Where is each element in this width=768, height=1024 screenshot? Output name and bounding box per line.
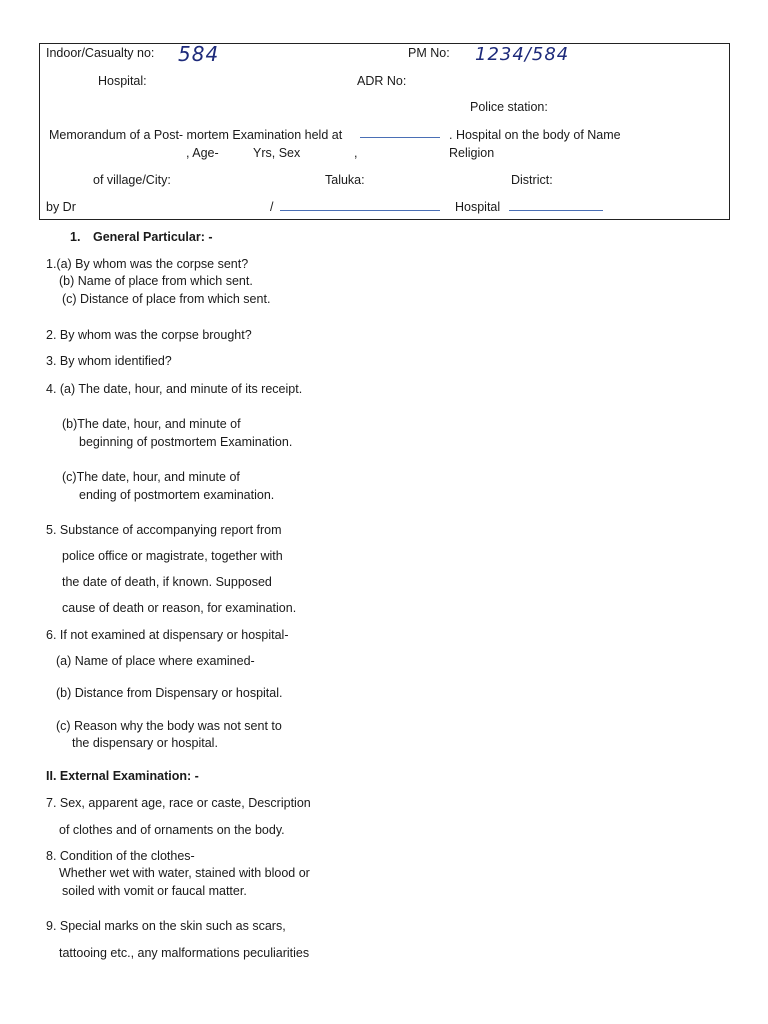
religion-label: Religion: [449, 146, 495, 160]
indoor-casualty-value[interactable]: 584: [178, 42, 220, 66]
held-at-blank[interactable]: [360, 137, 440, 138]
age-label: , Age-: [186, 146, 219, 160]
q3-text: 3. By whom identified?: [46, 354, 172, 368]
taluka-label: Taluka:: [325, 173, 365, 187]
q6a-text: (a) Name of place where examined-: [56, 654, 255, 668]
q9-line-1: 9. Special marks on the skin such as scars,: [46, 919, 286, 933]
adr-no-label: ADR No:: [357, 74, 407, 88]
q8-line-3: soiled with vomit or faucal matter.: [62, 884, 247, 898]
pm-no-label: PM No:: [408, 46, 450, 60]
q6b-text: (b) Distance from Dispensary or hospital.: [56, 686, 283, 700]
q1b-text: (b) Name of place from which sent.: [59, 274, 253, 288]
q5-line-4: cause of death or reason, for examination.: [62, 601, 297, 615]
q4b-line-1: (b)The date, hour, and minute of: [62, 417, 241, 431]
yrs-sex-label: Yrs, Sex: [253, 146, 301, 160]
q7-line-2: of clothes and of ornaments on the body.: [59, 823, 285, 837]
by-dr-label: by Dr: [46, 200, 76, 214]
q7-line-1: 7. Sex, apparent age, race or caste, Description: [46, 796, 311, 810]
q9-line-2: tattooing etc., any malformations peculiarities: [59, 946, 310, 960]
q6-text: 6. If not examined at dispensary or hospital-: [46, 628, 289, 642]
section-2-title: II. External Examination: -: [46, 769, 199, 783]
section-1-title: General Particular: -: [93, 230, 213, 244]
hospital-2-label: Hospital: [455, 200, 501, 214]
q6c-line-1: (c) Reason why the body was not sent to: [56, 719, 282, 733]
q4c-line-2: ending of postmortem examination.: [79, 488, 275, 502]
q8-line-2: Whether wet with water, stained with blood or: [59, 866, 310, 880]
q8-line-1: 8. Condition of the clothes-: [46, 849, 195, 863]
q1a-text: 1.(a) By whom was the corpse sent?: [46, 257, 249, 271]
hospital-blank[interactable]: [509, 210, 603, 211]
q2-text: 2. By whom was the corpse brought?: [46, 328, 252, 342]
village-city-label: of village/City:: [93, 173, 171, 187]
q6c-line-2: the dispensary or hospital.: [72, 736, 218, 750]
district-label: District:: [511, 173, 553, 187]
q4a-text: 4. (a) The date, hour, and minute of its receipt.: [46, 382, 303, 396]
hospital-label: Hospital:: [98, 74, 147, 88]
indoor-casualty-label: Indoor/Casualty no:: [46, 46, 155, 60]
q1c-text: (c) Distance of place from which sent.: [62, 292, 271, 306]
memo-hospital-text: . Hospital on the body of Name: [449, 128, 621, 142]
section-1-number: 1.: [70, 230, 81, 244]
q4c-line-1: (c)The date, hour, and minute of: [62, 470, 240, 484]
slash-separator: /: [270, 200, 274, 214]
q5-line-3: the date of death, if known. Supposed: [62, 575, 272, 589]
sex-comma: ,: [354, 146, 358, 160]
pm-no-value[interactable]: 1234/584: [475, 44, 570, 65]
q5-line-2: police office or magistrate, together with: [62, 549, 283, 563]
q4b-line-2: beginning of postmortem Examination.: [79, 435, 293, 449]
doctor-blank[interactable]: [280, 210, 440, 211]
q5-line-1: 5. Substance of accompanying report from: [46, 523, 282, 537]
memorandum-text: Memorandum of a Post- mortem Examination held at: [49, 128, 343, 142]
police-station-label: Police station:: [470, 100, 548, 114]
